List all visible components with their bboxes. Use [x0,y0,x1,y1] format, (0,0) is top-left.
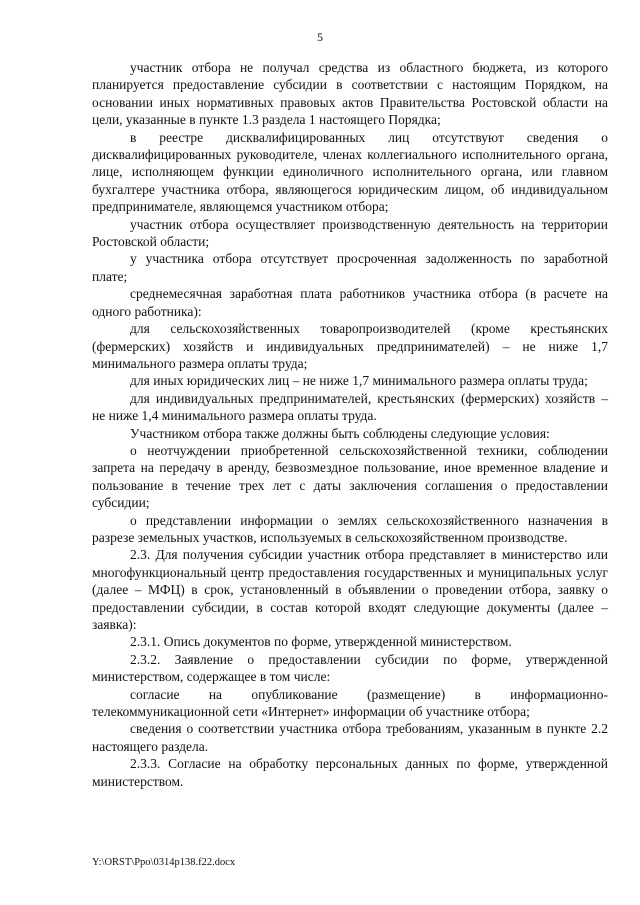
paragraph: 2.3.2. Заявление о предоставлении субсидии по форме, утвержденной министерством, содержащее в том числе: [92,651,608,685]
paragraph: о неотчуждении приобретенной сельскохозяйственной техники, соблюдении запрета на передачу в аренду, безвозмездное пользование, иное временное владение и пользование в течение трех лет с даты заключения соглашения о предоставлении субсидии; [92,442,608,511]
document-body [92,59,608,790]
paragraph: 2.3. Для получения субсидии участник отбора представляет в министерство или многофункциональный центр предоставления государственных и муниципальных услуг (далее – МФЦ) в срок, установленный в объявлении о проведении отбора, заявку о предоставлении субсидии, в состав которой входят следующие документы (далее – заявка): [92,547,608,632]
paragraph: сведения о соответствии участника отбора требованиям, указанным в пункте 2.2 настоящего раздела. [92,721,608,754]
paragraph: участник отбора не получал средства из областного бюджета, из которого планируется предоставление субсидии в соответствии с настоящим Порядком, на основании иных нормативных правовых актов Правительства Ростовской области на цели, указанные в пункте 1.3 раздела 1 настоящего Порядка; [92,60,608,128]
paragraph: среднемесячная заработная плата работников участника отбора (в расчете на одного работника): [92,286,608,319]
paragraph: согласие на опубликование (размещение) в информационно-телекоммуникационной сети «Интернет» информации об участнике отбора; [92,686,608,720]
paragraph: Участником отбора также должны быть соблюдены следующие условия: [130,425,550,441]
paragraph: для сельскохозяйственных товаропроизводителей (кроме крестьянских (фермерских) хозяйств и индивидуальных предпринимателей) – не ниже 1,7 минимального размера оплаты труда; [92,321,608,371]
paragraph: о представлении информации о землях сельскохозяйственного назначения в разрезе земельных участков, используемых в сельскохозяйственном производстве. [92,512,608,545]
page-number: 5 [317,30,323,44]
paragraph: в реестре дисквалифицированных лиц отсутствуют сведения о дисквалифицированных руководителе, членах коллегиального исполнительного органа, лице, исполняющем функции единоличного исполнительного органа, или главном бухгалтере участника отбора, являющегося юридическим лицом, об индивидуальном предпринимателе, являющемся участником отбора; [92,129,608,215]
paragraph: участник отбора осуществляет производственную деятельность на территории Ростовской области; [92,216,608,250]
paragraph: для индивидуальных предпринимателей, крестьянских (фермерских) хозяйств – не ниже 1,4 минимального размера оплаты труда. [92,390,608,424]
paragraph: у участника отбора отсутствует просроченная задолженность по заработной плате; [92,251,608,284]
paragraph: 2.3.1. Опись документов по форме, утвержденной министерством. [130,634,512,650]
file-path-footer: Y:\ORST\Ppo\0314p138.f22.docx [92,857,236,868]
paragraph: 2.3.3. Согласие на обработку персональных данных по форме, утвержденной министерством. [92,756,608,789]
paragraph: для иных юридических лиц – не ниже 1,7 минимального размера оплаты труда; [130,373,588,389]
